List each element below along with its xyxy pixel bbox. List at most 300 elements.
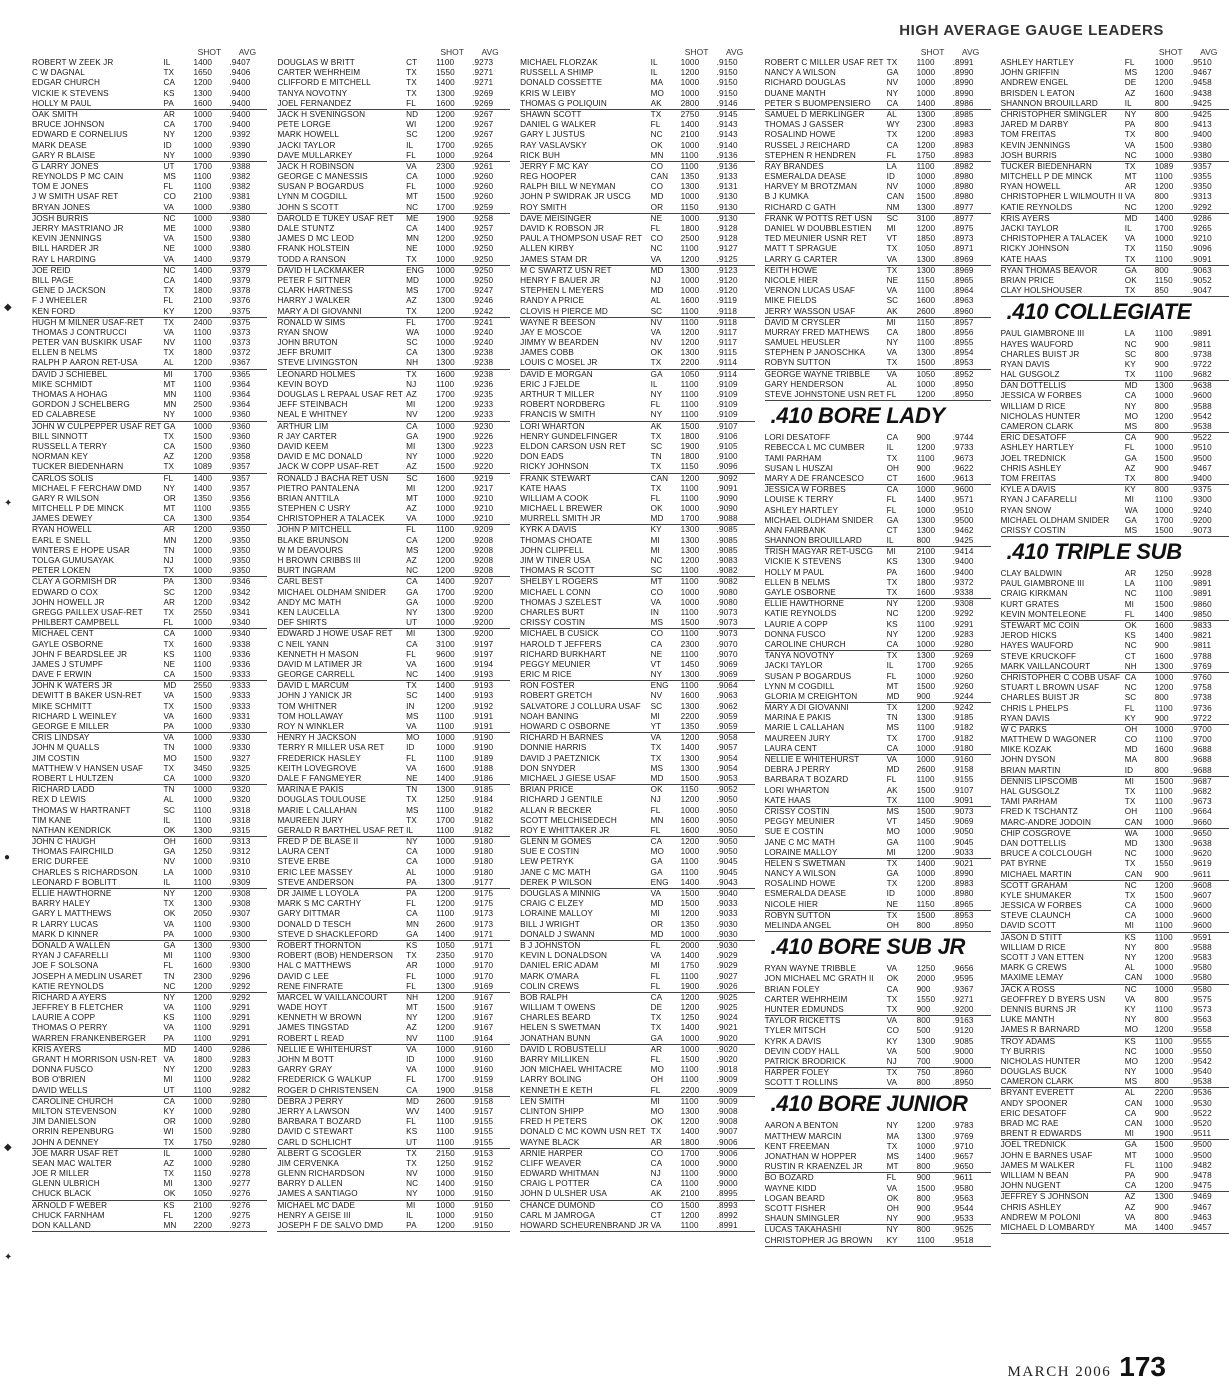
shooter-name: MILTON STEVENSON	[32, 1106, 117, 1116]
shooter-name: RICHARD C GATH	[764, 202, 836, 212]
shot-count: 1500	[193, 441, 213, 451]
state-code: NV	[406, 1033, 418, 1043]
shooter-row	[520, 494, 754, 504]
shooter-row	[1001, 162, 1229, 172]
shooter-row	[32, 1013, 267, 1023]
average-value: .9158	[472, 1096, 494, 1106]
shooter-name: LAURA CENT	[764, 743, 818, 753]
average-value: .9143	[716, 130, 738, 140]
shot-count: 800	[916, 536, 931, 546]
state-code: TX	[163, 462, 175, 472]
shooter-row	[1001, 192, 1229, 202]
average-value: .9467	[1190, 1202, 1212, 1212]
average-value: .8973	[952, 234, 974, 244]
state-code: TX	[886, 1141, 898, 1151]
shooter-name: HAROLD T JEFFERS	[520, 639, 602, 649]
shot-count: 1500	[680, 889, 700, 898]
shooter-name: GAYLE OSBORNE	[32, 639, 104, 649]
entry-group	[277, 993, 510, 1045]
shooter-row	[32, 961, 267, 971]
state-code: MI	[163, 1179, 173, 1189]
shooter-row	[520, 390, 754, 400]
average-value: .9250	[472, 265, 494, 275]
shot-count: 1000	[1154, 58, 1174, 67]
shooter-row	[277, 504, 510, 514]
state-code: MI	[886, 547, 896, 557]
shooter-row	[277, 172, 510, 182]
shot-count: 1150	[916, 899, 935, 909]
entry-group	[520, 58, 754, 110]
state-code: OH	[886, 463, 900, 473]
state-code: SC	[406, 473, 418, 483]
shot-count: 800	[1154, 765, 1169, 775]
shooter-row	[765, 900, 991, 910]
state-code: NY	[163, 150, 176, 160]
state-code: ENG	[406, 265, 425, 275]
average-value: .9413	[1190, 120, 1212, 130]
shooter-name: SHAUN SMINGLER	[764, 1214, 840, 1224]
state-code: TX	[163, 1169, 175, 1179]
state-code: FL	[406, 182, 416, 192]
shooter-row	[520, 868, 754, 878]
state-code: TX	[163, 701, 175, 711]
shooter-row	[765, 224, 991, 234]
shot-count: 1200	[436, 889, 455, 898]
state-code: MD	[886, 765, 900, 775]
state-code: VA	[886, 1016, 898, 1026]
shot-count: 1000	[916, 182, 936, 192]
state-code: ID	[406, 743, 415, 753]
shot-count: 1200	[436, 130, 455, 140]
shooter-name: RICKY JOHNSON	[1000, 244, 1070, 254]
shooter-name: ERIC LEE MASSEY	[277, 867, 353, 877]
shooter-name: RYAN DAVIS	[1000, 359, 1050, 369]
state-code: NJ	[163, 556, 174, 565]
shot-count: 1400	[1154, 1222, 1174, 1232]
average-value: .9191	[472, 722, 494, 731]
shot-count: 900	[916, 984, 931, 994]
shot-count: 1100	[680, 1169, 699, 1179]
shot-count: 1200	[680, 338, 700, 348]
shot-count: 900	[1154, 1108, 1169, 1118]
shooter-row	[1001, 725, 1229, 735]
shot-count: 1100	[193, 649, 212, 659]
state-code: TX	[886, 795, 898, 805]
average-value: .9114	[716, 369, 737, 379]
state-code: MI	[406, 1200, 416, 1210]
state-code: MT	[1124, 172, 1137, 182]
state-code: TX	[886, 358, 898, 368]
shot-count: 1400	[436, 681, 455, 691]
state-code: CA	[406, 224, 418, 233]
shot-count: 2100	[193, 192, 213, 202]
entry-group	[765, 1068, 991, 1089]
average-value: .9291	[229, 1033, 251, 1043]
entry-group	[765, 911, 991, 932]
state-code: IL	[886, 443, 894, 453]
leaders-column	[277, 46, 510, 1346]
state-code: GA	[163, 421, 176, 431]
shot-count: 900	[916, 433, 931, 443]
shooter-name: RICHARD J GENTILE	[520, 795, 603, 805]
state-code: TX	[650, 462, 662, 472]
average-value: .9367	[952, 984, 974, 994]
shooter-name: JEFFREY S JOHNSON	[1000, 1192, 1089, 1202]
average-value: .9310	[229, 857, 251, 867]
state-code: GA	[163, 847, 176, 857]
shooter-name: BRYANT EVERETT	[1000, 1088, 1075, 1098]
state-code: TX	[163, 348, 175, 358]
shot-count: 1700	[193, 120, 213, 130]
state-code: GA	[1124, 453, 1137, 463]
state-code: AR	[650, 1137, 663, 1147]
average-value: .9280	[229, 1158, 251, 1168]
average-value: .9219	[472, 473, 494, 483]
state-code: MI	[406, 441, 416, 451]
shooter-row	[765, 1194, 991, 1204]
shooter-row	[32, 806, 267, 816]
shooter-name: PIETRO PANTALENA	[277, 483, 360, 493]
shooter-name: SHELBY L ROGERS	[520, 577, 599, 587]
shot-count: 1050	[436, 940, 455, 950]
shooter-row	[1001, 402, 1229, 412]
average-value: .9177	[472, 877, 494, 887]
state-code: SC	[163, 587, 176, 597]
shot-count: 1200	[1154, 68, 1174, 78]
state-code: NV	[886, 182, 899, 192]
shot-count: 1500	[916, 1183, 936, 1193]
shot-count: 1000	[436, 327, 455, 337]
average-value: .8969	[952, 254, 974, 264]
shooter-name: BLAKE BRUNSON	[277, 535, 349, 545]
state-code: VA	[650, 1221, 662, 1230]
shot-count: 1100	[1154, 807, 1173, 817]
state-code: OH	[886, 921, 900, 930]
shot-count: 1500	[193, 691, 213, 701]
state-code: MI	[163, 1075, 173, 1085]
shooter-name: HENRY H JACKSON	[277, 733, 357, 743]
state-code: MN	[163, 535, 177, 545]
state-code: OK	[1124, 621, 1137, 630]
shot-count: 1100	[680, 244, 699, 254]
shooter-name: FRANK W POTTS RET USN	[764, 213, 873, 223]
shooter-row	[277, 909, 510, 919]
state-code: TX	[1124, 130, 1136, 140]
shot-count: 1000	[193, 410, 213, 420]
shot-count: 1000	[916, 755, 936, 764]
shooter-name: GENE D JACKSON	[32, 286, 106, 296]
state-code: CO	[650, 629, 664, 639]
average-value: .9682	[1190, 370, 1212, 380]
average-value: .9052	[1190, 275, 1212, 285]
average-value: .9608	[1190, 880, 1212, 890]
shooter-name: BRUCE A COLCLOUGH	[1000, 849, 1092, 859]
average-value: .9069	[716, 670, 738, 680]
average-value: .9414	[952, 547, 974, 557]
shooter-row	[1001, 1109, 1229, 1119]
shooter-name: LAURIE A COPP	[764, 619, 828, 629]
average-value: .9380	[229, 224, 251, 233]
average-value: .9619	[1190, 859, 1212, 869]
shot-count: 1100	[680, 306, 699, 316]
shooter-name: HAL GUSGOLZ	[1000, 787, 1060, 796]
average-value: .9580	[952, 1183, 974, 1193]
shot-count: 1450	[916, 817, 936, 827]
state-code: CA	[1124, 391, 1137, 401]
shooter-name: SUSAN L HUSZAI	[764, 463, 834, 473]
entry-group	[1001, 433, 1229, 485]
state-code: TX	[163, 639, 175, 649]
shooter-name: REG HOOPER	[520, 172, 577, 182]
state-code: TX	[406, 1148, 417, 1158]
shooter-name: JERRY MASTRIANO JR	[32, 224, 124, 233]
shooter-row	[520, 536, 754, 546]
shot-count: 900	[1154, 463, 1169, 473]
state-code: VA	[886, 1183, 898, 1193]
shooter-row	[32, 244, 267, 254]
average-value: .9467	[1190, 68, 1212, 78]
shooter-name: STEWART MC COIN	[1000, 621, 1080, 630]
average-value: .9200	[472, 607, 494, 617]
shot-count: 1200	[1154, 78, 1174, 88]
shooter-name: MITCHELL P DE MINCK	[32, 504, 124, 514]
shot-count: 1000	[1154, 1067, 1174, 1077]
shot-count: 1000	[1154, 973, 1174, 983]
shooter-row	[32, 1189, 267, 1199]
avg-header: AVG	[961, 47, 980, 57]
shooter-name: CARTER WEHRHEIM	[764, 994, 848, 1004]
shooter-name: GARY DITTMAR	[277, 909, 341, 919]
average-value: .9130	[716, 192, 738, 202]
shot-count: 1000	[916, 827, 936, 837]
shot-count: 1000	[193, 556, 213, 565]
average-value: .9425	[1190, 98, 1212, 108]
shooter-row	[520, 525, 754, 535]
state-code: CA	[163, 1096, 176, 1106]
shot-count: 1600	[436, 763, 455, 773]
shot-count: 1000	[193, 929, 213, 939]
shot-count: 1100	[436, 805, 455, 815]
state-code: VA	[163, 733, 174, 743]
shot-count: 1000	[1154, 1119, 1174, 1128]
shot-count: 1300	[680, 545, 700, 555]
shooter-name: LEW PETRYK	[520, 857, 574, 867]
shot-count: 9600	[436, 649, 455, 659]
state-code: MD	[886, 691, 900, 701]
average-value: .9230	[472, 421, 494, 431]
shooter-name: VICKIE K STEVENS	[32, 88, 109, 98]
state-code: IL	[406, 140, 414, 150]
average-value: .9064	[716, 681, 738, 691]
average-value: .9096	[1190, 244, 1212, 254]
shot-count: 2350	[436, 951, 455, 961]
shot-count: 1700	[436, 317, 455, 327]
state-code: NC	[650, 556, 663, 565]
state-code: VA	[650, 254, 662, 264]
average-value: .9318	[229, 805, 251, 815]
shooter-name: TODD A RANSON	[277, 254, 346, 264]
shooter-row	[1001, 141, 1229, 151]
state-code: WA	[1124, 505, 1138, 515]
shooter-row	[32, 286, 267, 296]
shooter-name: DANIEL ERIC ADAM	[520, 961, 599, 971]
shooter-name: KRIS W LEIBY	[520, 88, 576, 98]
average-value: .8993	[716, 1200, 738, 1210]
shooter-name: NICHOLAS HUNTER	[1000, 1056, 1081, 1066]
shooter-row	[520, 78, 754, 88]
shooter-row	[1001, 340, 1229, 350]
shot-count: 1300	[680, 701, 700, 711]
state-code: VA	[1124, 192, 1136, 202]
average-value: .9380	[1190, 140, 1212, 150]
shot-count: 1000	[436, 1055, 455, 1064]
shooter-name: GARY R WILSON	[32, 493, 99, 503]
shooter-row	[277, 1189, 510, 1199]
shot-count: 1000	[436, 1044, 455, 1054]
average-value: .9233	[472, 400, 494, 410]
average-value: .9308	[952, 599, 974, 609]
shot-count: 1100	[436, 1137, 455, 1147]
shot-count: 800	[1154, 1212, 1169, 1222]
shooter-name: MARY A DI GIOVANNI	[277, 306, 362, 316]
shooter-row	[32, 566, 267, 576]
shot-count: 1900	[436, 213, 455, 223]
shot-count: 1100	[1154, 172, 1173, 182]
shooter-name: JOSH BURRIS	[32, 213, 89, 223]
average-value: .9373	[229, 338, 251, 348]
shot-count: 1200	[916, 130, 936, 140]
average-value: .9342	[229, 597, 251, 607]
shooter-name: MICHAEL L CONN	[520, 587, 591, 597]
shot-count: 1200	[193, 78, 213, 88]
average-value: .9360	[229, 431, 251, 441]
shooter-name: SHAWN SCOTT	[520, 109, 582, 119]
shooter-name: JACK H ROBINSON	[277, 161, 355, 171]
state-code: NC	[1124, 984, 1137, 994]
state-code: NY	[163, 992, 176, 1002]
average-value: .9400	[229, 109, 251, 119]
average-value: .9280	[229, 1127, 251, 1137]
shooter-row	[1001, 849, 1229, 859]
shooter-row	[1001, 881, 1229, 891]
state-code: NY	[1124, 1067, 1137, 1077]
shooter-row	[520, 400, 754, 410]
state-code: IL	[163, 58, 171, 67]
shooter-row	[765, 640, 991, 650]
shot-count: 1500	[916, 192, 936, 202]
entry-group	[277, 889, 510, 941]
state-code: AZ	[1124, 463, 1136, 473]
shooter-name: JANE C MC MATH	[520, 867, 591, 877]
shooter-name: GLENN RICHARDSON	[277, 1169, 365, 1179]
shot-count: 1100	[1154, 797, 1173, 807]
shooter-name: BRUCE JOHNSON	[32, 120, 105, 130]
shot-count: 1000	[193, 1148, 213, 1158]
shot-count: 1000	[1154, 1150, 1174, 1160]
state-code: OK	[650, 1117, 663, 1127]
average-value: .9030	[716, 940, 738, 950]
average-value: .9125	[716, 254, 738, 264]
state-code: AR	[1124, 182, 1137, 192]
average-value: .9522	[1190, 1108, 1212, 1118]
entry-group	[520, 681, 754, 733]
average-value: .9238	[472, 348, 494, 358]
shot-count: 900	[1154, 359, 1169, 369]
state-code: FL	[650, 981, 661, 991]
state-code: MS	[650, 618, 664, 628]
shot-count: 1300	[916, 254, 936, 264]
shooter-row	[1001, 683, 1229, 693]
shooter-row	[277, 110, 510, 120]
shooter-row	[277, 1086, 510, 1096]
shooter-name: MIKE SCHMIDT	[32, 379, 93, 389]
entry-group	[765, 110, 991, 162]
shot-count: 1500	[1154, 776, 1174, 786]
average-value: .9185	[472, 785, 494, 795]
shooter-row	[520, 338, 754, 348]
shooter-row	[765, 1026, 991, 1036]
state-code: WY	[886, 120, 900, 130]
entry-group	[520, 370, 754, 422]
average-value: .9080	[716, 597, 738, 607]
shooter-name: DOUGLAS W BRITT	[277, 58, 355, 67]
shooter-name: CHRIS ASHLEY	[1000, 1202, 1062, 1212]
state-code: MN	[650, 150, 664, 160]
shot-count: 800	[1154, 192, 1169, 202]
shot-count: 1750	[916, 150, 936, 160]
state-code: MN	[406, 234, 420, 244]
shot-count: 1000	[436, 857, 455, 867]
entry-group	[32, 1201, 267, 1233]
shot-count: 1000	[680, 929, 700, 939]
shot-count: 1500	[680, 1055, 700, 1064]
average-value: .9392	[229, 130, 251, 140]
entry-group	[765, 755, 991, 807]
state-code: KS	[163, 88, 175, 98]
shooter-name: CHARLES BUIST JR	[1000, 693, 1080, 703]
shot-count: 2000	[916, 974, 936, 984]
shot-count: 1100	[680, 150, 699, 160]
shooter-name: KATIE REYNOLDS	[764, 609, 837, 619]
shooter-name: JEFFREY B FLETCHER	[32, 1003, 124, 1013]
shot-count: 1000	[436, 1189, 455, 1199]
shooter-row	[765, 1162, 991, 1172]
state-code: NC	[406, 1179, 419, 1189]
shooter-row	[765, 99, 991, 109]
average-value: .9267	[472, 109, 494, 119]
average-value: .9360	[229, 410, 251, 420]
average-value: .9271	[472, 78, 494, 88]
average-value: .9462	[952, 525, 974, 535]
average-value: .9518	[952, 1235, 974, 1245]
shot-count: 1100	[916, 837, 935, 847]
shot-count: 1000	[1154, 817, 1174, 827]
shooter-row	[32, 224, 267, 234]
shot-count: 900	[1154, 641, 1169, 651]
shooter-name: RICKY JOHNSON	[520, 462, 589, 472]
average-value: .9069	[952, 817, 974, 827]
state-code: TN	[163, 785, 175, 795]
shooter-name: GEORGE C MANESSIS	[277, 172, 368, 182]
shooter-row	[1001, 673, 1229, 683]
average-value: .9025	[716, 1003, 738, 1013]
average-value: .8980	[952, 172, 974, 182]
state-code: CA	[886, 639, 899, 649]
shooter-row	[520, 618, 754, 628]
entry-group	[277, 785, 510, 837]
shot-count: 1100	[916, 161, 935, 171]
shooter-name: BRISDEN L EATON	[1000, 88, 1075, 98]
